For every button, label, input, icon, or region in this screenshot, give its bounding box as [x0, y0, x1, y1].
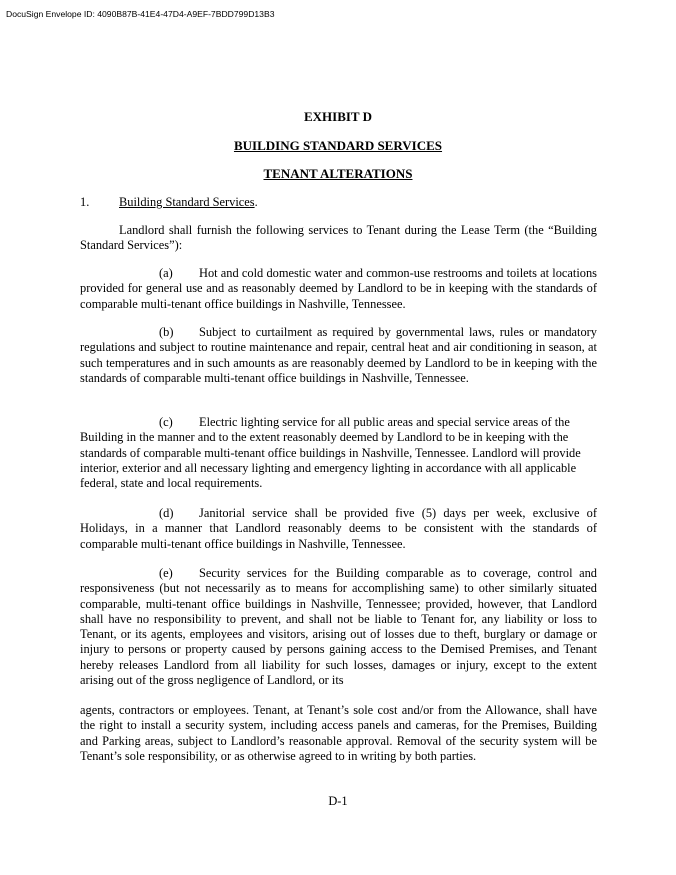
- item-b-text: Subject to curtailment as required by governmental laws, rules or mandatory regulations and subject to routine maintenance and repair, central heat and air conditioning in season, at such temperatures and in such amounts as are reasonably deemed by Landlord to be in keeping with the standards of comparable multi-tenant office buildings in Nashville, Tennessee.: [80, 325, 597, 385]
- item-d-paragraph: [80, 506, 597, 552]
- section-title-text: Building Standard Services: [119, 195, 255, 209]
- item-e-label: (e): [159, 566, 173, 580]
- building-standard-services-heading: [0, 138, 676, 154]
- section-intro-text: Landlord shall furnish the following services to Tenant during the Lease Term (the “Building Standard Services”):: [80, 223, 597, 253]
- item-a-paragraph: [80, 266, 597, 312]
- building-heading-text: BUILDING STANDARD SERVICES: [233, 138, 443, 153]
- continuation-paragraph: agents, contractors or employees. Tenant, at Tenant’s sole cost and/or from the Allowance, shall have the right to install a security system, including access panels and cameras, for the Premises, Building and Parking areas, subject to Landlord’s reasonable approval. Removal of the security system will be Tenant’s sole responsibility, or as otherwise agreed to in writing by both parties.: [80, 703, 597, 763]
- item-a-text: Hot and cold domestic water and common-use restrooms and toilets at locations provided for general use and as reasonably deemed by Landlord to be in keeping with the standards of comparable multi-tenant office buildings in Nashville, Tennessee.: [80, 266, 597, 311]
- section-title: [119, 195, 258, 210]
- item-d-text: Janitorial service shall be provided five (5) days per week, exclusive of Holidays, in a manner that Landlord reasonably deems to be consistent with the standards of comparable multi-tenant office buildings in Nashville, Tennessee.: [80, 506, 597, 551]
- item-c-text: Electric lighting service for all public areas and special service areas of the Building in the manner and to the extent reasonably deemed by Landlord to be in keeping with the standards of comparable multi-tenant office buildings in Nashville, Tennessee. Landlord will provide interior, exterior and all necessary lighting and emergency lighting in accordance with all applicable federal, state and local requirements.: [80, 415, 581, 491]
- item-d-label: (d): [159, 506, 174, 520]
- alterations-heading-text: TENANT ALTERATIONS: [263, 166, 413, 181]
- item-a-label: (a): [159, 266, 173, 280]
- exhibit-heading: EXHIBIT D: [303, 109, 373, 124]
- item-b-label: (b): [159, 325, 174, 339]
- page-number: D-1: [328, 794, 348, 808]
- section-title-period: .: [254, 195, 258, 209]
- item-c-paragraph: [80, 415, 597, 491]
- item-e-paragraph: [80, 566, 597, 688]
- item-c-label: (c): [159, 415, 173, 429]
- item-b-paragraph: [80, 325, 597, 386]
- docusign-envelope-id: DocuSign Envelope ID: 4090B87B-41E4-47D4-A9EF-7BDD799D13B3: [6, 9, 275, 19]
- section-number: 1.: [80, 195, 90, 209]
- section-intro-paragraph: [80, 223, 597, 254]
- item-e-text: Security services for the Building comparable as to coverage, control and responsiveness (but not necessarily as to means for accomplishing same) to other similarly situated comparable, multi-tenant office buildings in Nashville, Tennessee; provided, however, that Landlord shall have no responsibility to prevent, and shall not be liable to Tenant for, any liability or loss to Tenant, or its agents, employees and visitors, arising out of losses due to theft, burglary or damage or injury to persons or property caused by persons gaining access to the Demised Premises, and Tenant hereby releases Landlord from all liability for such losses, damages or injury, except to the extent arising out of the gross negligence of Landlord, or its: [80, 566, 597, 688]
- tenant-alterations-heading: [0, 166, 676, 182]
